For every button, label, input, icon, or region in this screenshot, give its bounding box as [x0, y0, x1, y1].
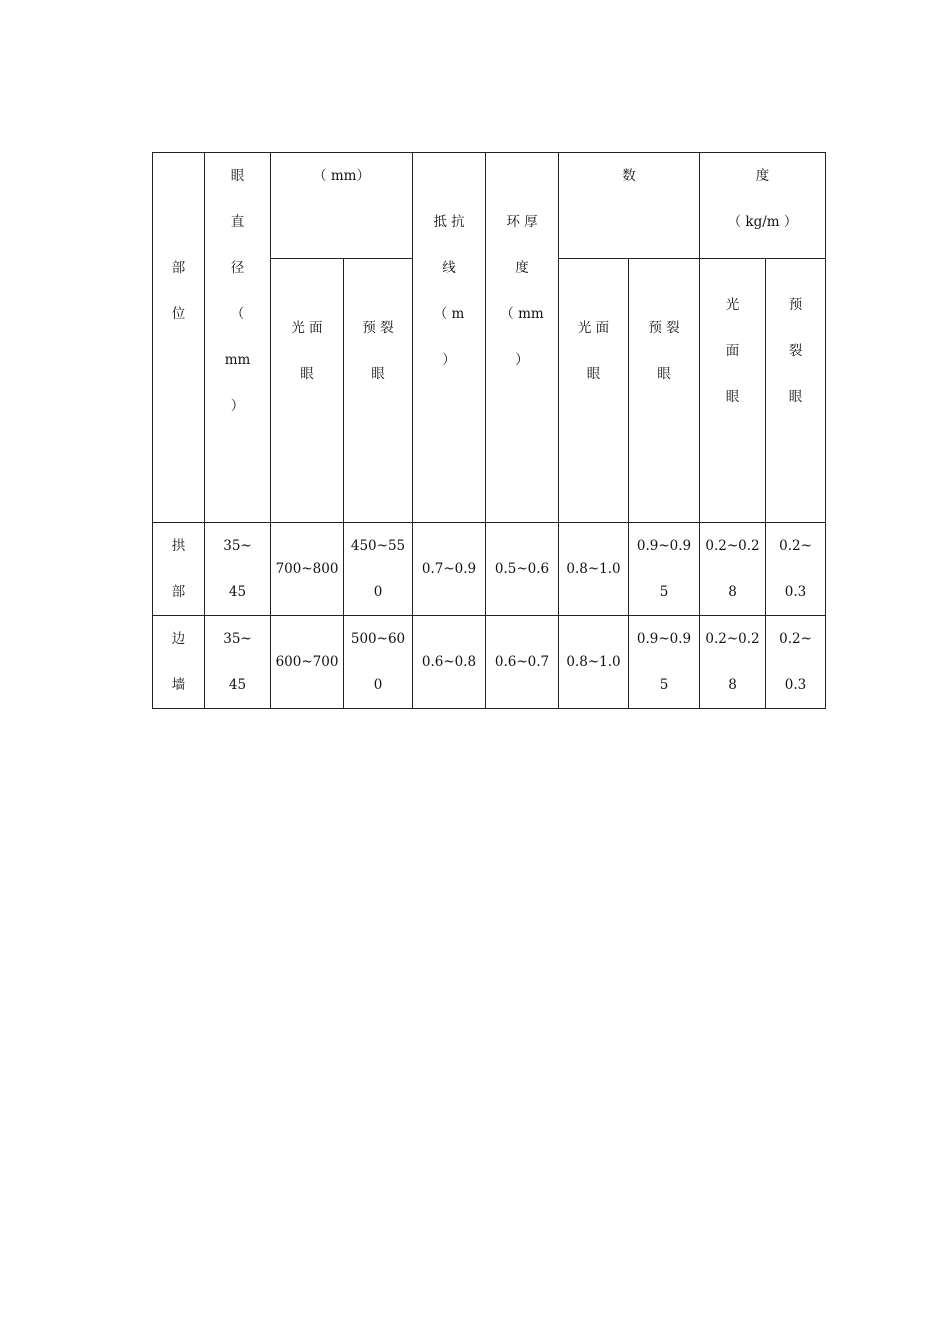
cell-spacing-presplit: 500~60 0	[344, 616, 413, 709]
header-hole-diameter: 眼 直 径 （ mm ）	[205, 153, 271, 523]
header-charge-group: 度 （ kg/m ）	[700, 153, 826, 259]
cell-charge-smooth: 0.2~0.2 8	[700, 616, 766, 709]
header-location: 部 位	[153, 153, 205, 523]
table-row	[153, 616, 826, 709]
cell-burden: 0.7~0.9	[413, 523, 486, 616]
header-coefficient-group: 数	[559, 153, 700, 259]
cell-charge-smooth: 0.2~0.2 8	[700, 523, 766, 616]
header-coef-presplit: 预 裂 眼	[629, 258, 700, 522]
cell-charge-presplit: 0.2~ 0.3	[766, 523, 826, 616]
cell-location: 边 墙	[153, 616, 205, 709]
cell-coef-presplit: 0.9~0.9 5	[629, 523, 700, 616]
header-charge-smooth: 光 面 眼	[700, 258, 766, 522]
header-spacing-smooth: 光 面 眼	[271, 258, 344, 522]
table-row	[153, 523, 826, 616]
header-coef-smooth: 光 面 眼	[559, 258, 629, 522]
cell-spacing-smooth: 700~800	[271, 523, 344, 616]
blasting-parameters-table	[152, 152, 826, 709]
header-burden: 抵 抗 线 （ m ）	[413, 153, 486, 523]
header-spacing-group: （ mm）	[271, 153, 413, 259]
cell-ring-thickness: 0.5~0.6	[486, 523, 559, 616]
header-spacing-presplit: 预 裂 眼	[344, 258, 413, 522]
cell-hole-diameter: 35~ 45	[205, 616, 271, 709]
cell-location: 拱 部	[153, 523, 205, 616]
header-charge-presplit: 预 裂 眼	[766, 258, 826, 522]
header-ring-thickness: 环 厚 度 （ mm ）	[486, 153, 559, 523]
cell-hole-diameter: 35~ 45	[205, 523, 271, 616]
cell-burden: 0.6~0.8	[413, 616, 486, 709]
cell-coef-smooth: 0.8~1.0	[559, 523, 629, 616]
cell-coef-presplit: 0.9~0.9 5	[629, 616, 700, 709]
header-row-1	[153, 153, 826, 259]
cell-charge-presplit: 0.2~ 0.3	[766, 616, 826, 709]
cell-spacing-presplit: 450~55 0	[344, 523, 413, 616]
cell-ring-thickness: 0.6~0.7	[486, 616, 559, 709]
cell-spacing-smooth: 600~700	[271, 616, 344, 709]
cell-coef-smooth: 0.8~1.0	[559, 616, 629, 709]
